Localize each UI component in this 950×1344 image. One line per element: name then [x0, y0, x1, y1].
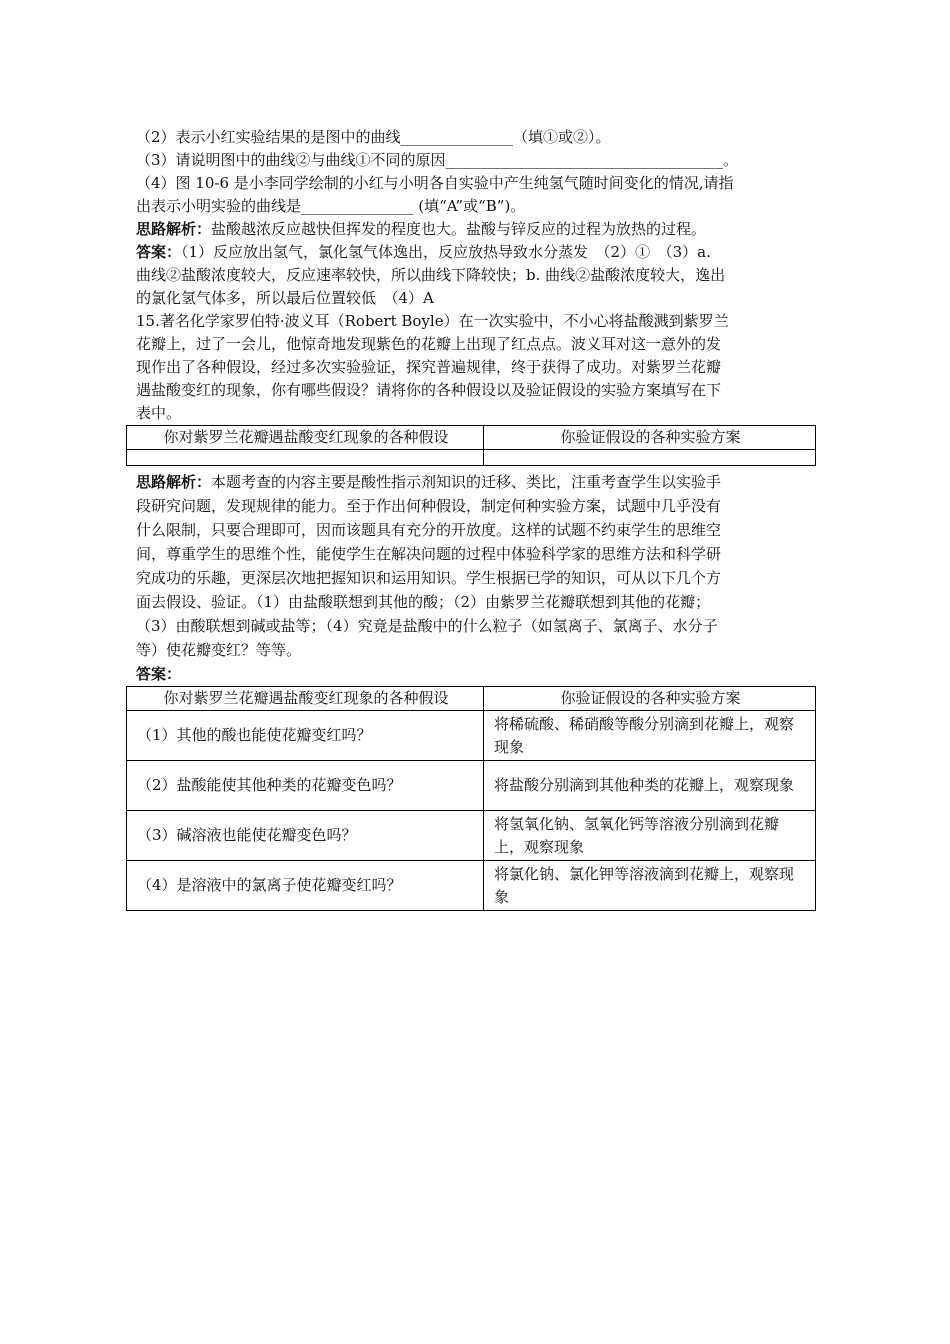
blank-cell — [484, 450, 816, 466]
question-15-line-3: 现作出了各种假设，经过多次实验验证，探究普遍规律，终于获得了成功。对紫罗兰花瓣 — [136, 358, 722, 376]
question-14-part-4-line-1: （4）图 10-6 是小李同学绘制的小红与小明各自实验中产生纯氢气随时间变化的情况,请指 — [136, 174, 734, 192]
question-15-line-2: 花瓣上，过了一会儿，他惊奇地发现紫色的花瓣上出现了红点点。波义耳对这一意外的发 — [136, 335, 722, 353]
hint-15-line-6: 面去假设、验证。（1）由盐酸联想到其他的酸；（2）由紫罗兰花瓣联想到其他的花瓣； — [136, 593, 711, 611]
answer-15-label: 答案： — [136, 665, 182, 683]
answer-14-line-1: 答案：（1）反应放出氢气，氯化氢气体逸出，反应放热导致水分蒸发 （2）① （3）a. — [136, 243, 711, 261]
table-row — [127, 711, 816, 761]
question-14-part-2: （2）表示小红实验结果的是图中的曲线_______________（填①或②）。 — [136, 128, 611, 146]
document-page — [136, 126, 816, 911]
blank-answer-table — [126, 425, 816, 466]
question-15-line-5: 表中。 — [136, 404, 182, 422]
hint-15-line-5: 究成功的乐趣，更深层次地把握知识和运用知识。学生根据已学的知识，可从以下几个方 — [136, 569, 722, 587]
hint-15-line-7: （3）由酸联想到碱或盐等；（4）究竟是盐酸中的什么粒子（如氢离子、氯离子、水分子 — [136, 617, 718, 635]
question-15-line-1: 15.著名化学家罗伯特·波义耳（Robert Boyle）在一次实验中，不小心将盐酸溅到紫罗兰 — [136, 312, 729, 330]
table-header-plans: 你验证假设的各种实验方案 — [484, 426, 816, 450]
hint-text: 盐酸越浓反应越快但挥发的程度也大。盐酸与锌反应的过程为放热的过程。 — [211, 220, 707, 238]
answer-label: 答案： — [136, 243, 182, 261]
plan-cell: 将氯化钠、氯化钾等溶液滴到花瓣上，观察现象 — [484, 861, 816, 911]
hypothesis-cell: （4）是溶液中的氯离子使花瓣变红吗？ — [127, 861, 484, 911]
plan-cell: 将盐酸分别滴到其他种类的花瓣上，观察现象 — [484, 761, 816, 811]
plan-cell: 将氢氧化钠、氢氧化钙等溶液分别滴到花瓣上，观察现象 — [484, 811, 816, 861]
hypothesis-cell: （2）盐酸能使其他种类的花瓣变色吗？ — [127, 761, 484, 811]
table-row — [127, 811, 816, 861]
hint-label: 思路解析： — [136, 473, 212, 491]
hint-15-line-3: 什么限制，只要合理即可，因而该题具有充分的开放度。这样的试题不约束学生的思维空 — [136, 521, 722, 539]
hypothesis-cell: （3）碱溶液也能使花瓣变色吗？ — [127, 811, 484, 861]
hint-15-line-2: 段研究问题，发现规律的能力。至于作出何种假设，制定何种实验方案，试题中几乎没有 — [136, 497, 722, 515]
table-header-hypotheses: 你对紫罗兰花瓣遇盐酸变红现象的各种假设 — [127, 687, 484, 711]
hint-15-line-1: 思路解析：本题考查的内容主要是酸性指示剂知识的迁移、类比，注重考查学生以实验手 — [136, 473, 722, 491]
table-row — [127, 861, 816, 911]
answer-table — [126, 686, 816, 911]
hint-label: 思路解析： — [136, 220, 212, 238]
question-14-part-4-line-2: 出表示小明实验的曲线是_______________ (填“A”或“B”)。 — [136, 197, 526, 215]
hint-15-line-4: 间，尊重学生的思维个性，能使学生在解决问题的过程中体验科学家的思维方法和科学研 — [136, 545, 722, 563]
table-row — [127, 761, 816, 811]
question-15-line-4: 遇盐酸变红的现象，你有哪些假设？请将你的各种假设以及验证假设的实验方案填写在下 — [136, 381, 722, 399]
hypothesis-cell: （1）其他的酸也能使花瓣变红吗？ — [127, 711, 484, 761]
blank-cell — [127, 450, 484, 466]
question-14-part-3: （3）请说明图中的曲线②与曲线①不同的原因_____________________________________。 — [136, 151, 739, 169]
hint-14 — [136, 218, 816, 241]
table-header-hypotheses: 你对紫罗兰花瓣遇盐酸变红现象的各种假设 — [127, 426, 484, 450]
answer-14-line-2: 曲线②盐酸浓度较大，反应速率较快，所以曲线下降较快；b. 曲线②盐酸浓度较大，逸出 — [136, 266, 726, 284]
plan-cell: 将稀硫酸、稀硝酸等酸分别滴到花瓣上，观察现象 — [484, 711, 816, 761]
hint-15-line-8: 等）使花瓣变红？等等。 — [136, 641, 302, 659]
table-header-plans: 你验证假设的各种实验方案 — [484, 687, 816, 711]
answer-14-line-3: 的氯化氢气体多，所以最后位置较低 （4）A — [136, 289, 434, 307]
